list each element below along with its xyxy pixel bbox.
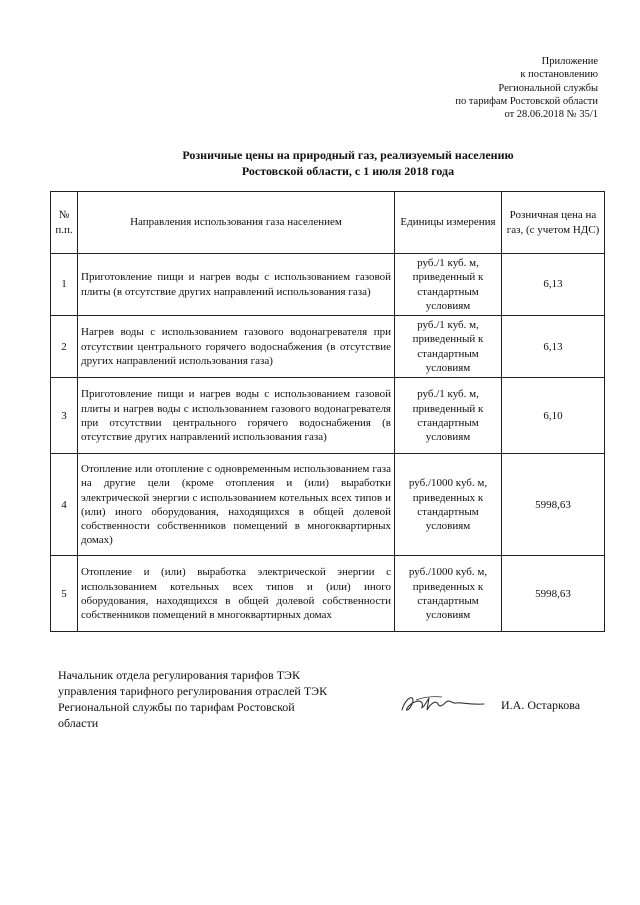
row-unit: руб./1 куб. м, приведенный к стандартным условиям	[395, 254, 502, 316]
annex-line: к постановлению	[520, 69, 598, 81]
row-direction: Отопление или отопление с одновременным использованием газа на другие цели (кроме отопления и (или) выработки электрической энергии с использованием котельных всех типов и (или) иного оборудования, находящихся в общей долевой собственности собственников помещений в многоквартирных домах)	[78, 454, 395, 556]
handwritten-signature-icon	[398, 690, 488, 718]
row-direction: Нагрев воды с использованием газового водонагревателя при отсутствии центрального горячего водоснабжения (в отсутствие других направлений использования газа)	[78, 316, 395, 378]
row-direction: Отопление и (или) выработка электрической энергии с использованием котельных всех типов и (или) иного оборудования, находящихся в общей долевой собственности собственников помещений в многоквартирных домах	[78, 556, 395, 632]
table-row	[51, 316, 605, 378]
table-header-row	[51, 192, 605, 254]
table-row	[51, 556, 605, 632]
position-line: управления тарифного регулирования отраслей ТЭК	[58, 684, 328, 698]
annex-line: от 28.06.2018 № 35/1	[504, 109, 598, 121]
row-direction: Приготовление пищи и нагрев воды с использованием газовой плиты (в отсутствие других направлений использования газа)	[78, 254, 395, 316]
table-row	[51, 378, 605, 454]
row-num: 2	[51, 316, 78, 378]
row-unit: руб./1 куб. м, приведенный к стандартным условиям	[395, 378, 502, 454]
tariff-table	[50, 191, 605, 632]
row-num: 4	[51, 454, 78, 556]
row-num: 5	[51, 556, 78, 632]
position-line: Региональной службы по тарифам Ростовской	[58, 700, 295, 714]
row-direction: Приготовление пищи и нагрев воды с использованием газовой плиты и нагрев воды с использованием газового водонагревателя при отсутствии центрального горячего водоснабжения (в отсутствие других направлений использования газа)	[78, 378, 395, 454]
row-unit: руб./1 куб. м, приведенный к стандартным условиям	[395, 316, 502, 378]
table-row	[51, 454, 605, 556]
row-price: 5998,63	[502, 556, 605, 632]
row-num: 3	[51, 378, 78, 454]
row-price: 6,13	[502, 254, 605, 316]
annex-block	[338, 55, 598, 121]
title-line-1: Розничные цены на природный газ, реализуемый населению	[182, 148, 514, 162]
position-line: области	[58, 716, 99, 730]
row-price: 6,13	[502, 316, 605, 378]
header-direction: Направления использования газа населением	[78, 192, 395, 254]
row-num: 1	[51, 254, 78, 316]
row-price: 5998,63	[502, 454, 605, 556]
annex-line: Региональной службы	[498, 82, 598, 94]
document-title	[60, 147, 636, 179]
signatory-position	[58, 667, 388, 731]
signer-name: И.А. Остаркова	[501, 698, 581, 712]
row-price: 6,10	[502, 378, 605, 454]
annex-line: Приложение	[541, 56, 598, 67]
annex-line: по тарифам Ростовской области	[455, 95, 598, 107]
row-unit: руб./1000 куб. м, приведенных к стандартным условиям	[395, 556, 502, 632]
title-line-2: Ростовской области, с 1 июля 2018 года	[241, 164, 455, 178]
header-num: № п.п.	[51, 192, 78, 254]
position-line: Начальник отдела регулирования тарифов ТЭК	[58, 668, 300, 682]
header-unit: Единицы измерения	[395, 192, 502, 254]
row-unit: руб./1000 куб. м, приведенных к стандартным условиям	[395, 454, 502, 556]
table-row	[51, 254, 605, 316]
header-price: Розничная цена на газ, (с учетом НДС)	[502, 192, 605, 254]
